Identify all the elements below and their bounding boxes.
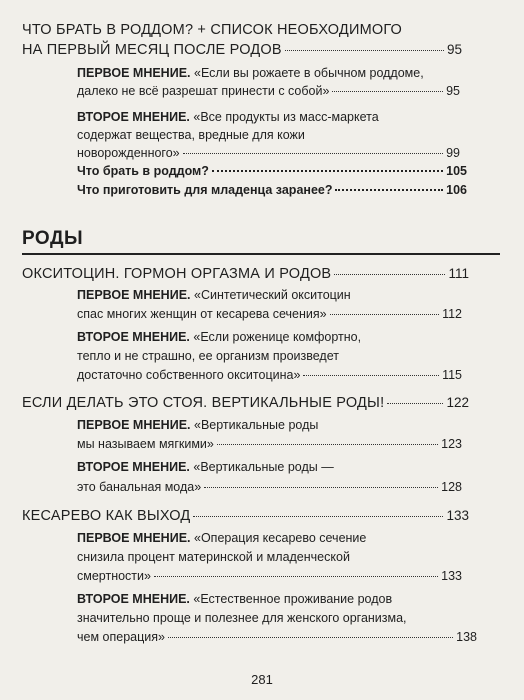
dot-leader — [330, 314, 439, 315]
toc-entry-what-to-bring[interactable] — [22, 42, 462, 58]
page-ref: 138 — [456, 630, 477, 644]
opinion-line — [77, 460, 334, 474]
opinion-text: «Вертикальные роды — — [193, 460, 334, 474]
page-number: 281 — [251, 672, 273, 687]
page-ref: 95 — [446, 42, 462, 57]
opinion-label: ВТОРОЕ МНЕНИЕ. — [77, 592, 190, 606]
opinion-label: ВТОРОЕ МНЕНИЕ. — [77, 110, 190, 124]
toc-title-line: ОКСИТОЦИН. ГОРМОН ОРГАЗМА И РОДОВ — [22, 266, 332, 282]
toc-entry-opinion[interactable] — [77, 630, 477, 644]
page-ref: 123 — [441, 437, 462, 451]
dot-leader — [168, 637, 453, 638]
dot-leader — [212, 170, 443, 172]
opinion-label: ВТОРОЕ МНЕНИЕ. — [77, 330, 190, 344]
page-ref: 106 — [446, 183, 467, 197]
toc-entry-vertical-birth[interactable] — [22, 395, 469, 411]
toc-item-label: Что приготовить для младенца заранее? — [77, 183, 333, 197]
page-ref: 133 — [446, 508, 469, 523]
opinion-text: спас многих женщин от кесарева сечения» — [77, 307, 327, 321]
toc-entry-cesarean[interactable] — [22, 508, 469, 524]
page-ref: 95 — [446, 84, 460, 98]
opinion-text: снизила процент материнской и младенческой — [77, 550, 350, 564]
opinion-line — [77, 288, 351, 302]
dot-leader — [335, 189, 443, 191]
toc-entry-oxytocin[interactable] — [22, 266, 469, 282]
opinion-label: ВТОРОЕ МНЕНИЕ. — [77, 460, 190, 474]
opinion-line — [77, 110, 379, 124]
opinion-text: содержат вещества, вредные для кожи — [77, 128, 305, 142]
toc-entry-opinion[interactable] — [77, 146, 460, 160]
toc-entry-item[interactable] — [77, 164, 467, 178]
dot-leader — [285, 50, 444, 51]
page-ref: 99 — [446, 146, 460, 160]
dot-leader — [217, 444, 438, 445]
opinion-text: «Естественное проживание родов — [193, 592, 393, 606]
toc-title-line: ЧТО БРАТЬ В РОДДОМ? + СПИСОК НЕОБХОДИМОГО — [22, 22, 403, 38]
opinion-text: тепло и не страшно, ее организм произведет — [77, 349, 339, 363]
dot-leader — [204, 487, 438, 488]
page-ref: 105 — [446, 164, 467, 178]
opinion-text: далеко не всё разрешат принести с собой» — [77, 84, 330, 98]
page-ref: 122 — [446, 395, 469, 410]
opinion-text: «Синтетический окситоцин — [194, 288, 351, 302]
opinion-line — [77, 592, 392, 606]
dot-leader — [193, 516, 443, 517]
opinion-text: чем операция» — [77, 630, 165, 644]
page-ref: 112 — [442, 307, 462, 321]
toc-title-line: НА ПЕРВЫЙ МЕСЯЦ ПОСЛЕ РОДОВ — [22, 42, 282, 58]
page-ref: 128 — [441, 480, 462, 494]
opinion-text: «Операция кесарево сечение — [194, 531, 367, 545]
toc-entry-opinion[interactable] — [77, 480, 462, 494]
opinion-text: мы называем мягкими» — [77, 437, 214, 451]
toc-entry-opinion[interactable] — [77, 437, 462, 451]
opinion-text: достаточно собственного окситоцина» — [77, 368, 301, 382]
dot-leader — [303, 375, 439, 376]
opinion-label: ПЕРВОЕ МНЕНИЕ. — [77, 418, 191, 432]
page-ref: 111 — [448, 266, 469, 281]
opinion-line — [77, 330, 361, 344]
opinion-label: ПЕРВОЕ МНЕНИЕ. — [77, 288, 191, 302]
toc-entry-opinion[interactable] — [77, 569, 462, 583]
dot-leader — [183, 153, 443, 154]
opinion-text: «Все продукты из масс-маркета — [193, 110, 379, 124]
dot-leader — [387, 403, 443, 404]
opinion-line — [77, 418, 318, 432]
opinion-text: новорожденного» — [77, 146, 180, 160]
opinion-text: это банальная мода» — [77, 480, 202, 494]
opinion-text: «Если роженице комфортно, — [193, 330, 362, 344]
toc-entry-opinion[interactable] — [77, 307, 462, 321]
page-ref: 133 — [441, 569, 462, 583]
toc-title-line: ЕСЛИ ДЕЛАТЬ ЭТО СТОЯ. ВЕРТИКАЛЬНЫЕ РОДЫ! — [22, 395, 385, 411]
section-heading: РОДЫ — [22, 228, 84, 249]
toc-entry-opinion[interactable] — [77, 368, 462, 382]
toc-entry-opinion[interactable] — [77, 84, 460, 98]
dot-leader — [154, 576, 438, 577]
opinion-label: ПЕРВОЕ МНЕНИЕ. — [77, 531, 191, 545]
opinion-label: ПЕРВОЕ МНЕНИЕ. — [77, 66, 191, 80]
section-rule — [22, 253, 500, 255]
toc-entry-item[interactable] — [77, 183, 467, 197]
opinion-text: смертности» — [77, 569, 151, 583]
toc-item-label: Что брать в роддом? — [77, 164, 209, 178]
opinion-line — [77, 66, 424, 80]
toc-title-line: КЕСАРЕВО КАК ВЫХОД — [22, 508, 191, 524]
opinion-line — [77, 531, 366, 545]
dot-leader — [334, 274, 445, 275]
dot-leader — [332, 91, 443, 92]
opinion-text: значительно проще и полезнее для женского организма, — [77, 611, 407, 625]
page-ref: 115 — [442, 368, 462, 382]
opinion-text: «Вертикальные роды — [194, 418, 319, 432]
opinion-text: «Если вы рожаете в обычном роддоме, — [194, 66, 424, 80]
